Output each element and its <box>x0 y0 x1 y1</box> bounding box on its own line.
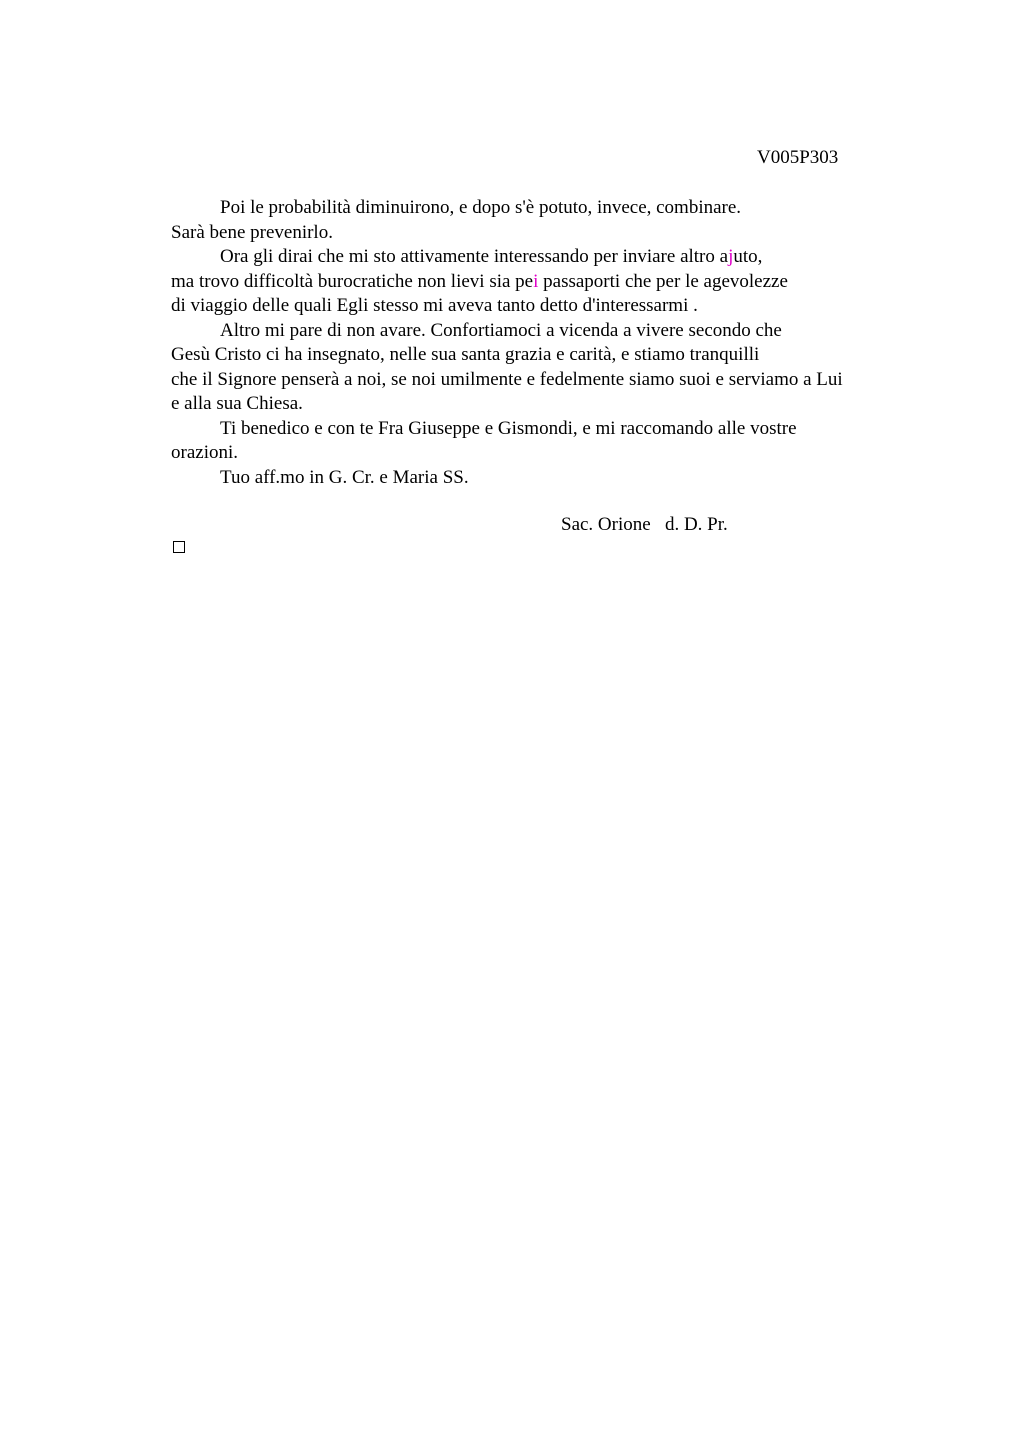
text-segment: ma trovo difficoltà burocratiche non lievi sia pe <box>171 270 534 292</box>
text-line <box>171 417 931 442</box>
text-segment: Gesù Cristo ci ha insegnato, nelle sua santa grazia e carità, e stiamo tranquilli <box>171 344 760 365</box>
text-segment: Altro mi pare di non avare. Confortiamoci a vicenda a vivere secondo che <box>220 319 782 341</box>
text-line <box>171 392 931 417</box>
letter-body <box>171 196 931 490</box>
text-line <box>171 319 931 344</box>
text-segment: Tuo aff.mo in G. Cr. e Maria SS. <box>220 466 469 488</box>
highlighted-correction: j <box>728 246 734 267</box>
text-segment: e alla sua Chiesa. <box>171 393 303 414</box>
text-line <box>171 245 931 270</box>
text-line <box>171 294 931 319</box>
page-id: V005P303 <box>757 147 839 168</box>
text-segment: Ora gli dirai che mi sto attivamente interessando per inviare altro a <box>220 246 729 267</box>
text-segment: di viaggio delle quali Egli stesso mi aveva tanto detto d'interessarmi . <box>171 295 698 316</box>
square-outline-icon <box>173 541 185 553</box>
highlighted-correction: i <box>533 270 539 292</box>
text-segment: Sarà bene prevenirlo. <box>171 221 333 243</box>
text-segment: orazioni. <box>171 442 239 463</box>
text-segment: passaporti che per le agevolezze <box>538 270 788 292</box>
text-line <box>171 368 931 393</box>
text-line <box>171 441 931 466</box>
text-line <box>171 343 931 368</box>
text-segment: Poi le probabilità diminuirono, e dopo s'è potuto, invece, combinare. <box>220 197 742 218</box>
text-line <box>171 196 931 221</box>
text-line <box>171 221 931 246</box>
signature: Sac. Orione d. D. Pr. <box>561 514 728 535</box>
text-line <box>171 466 931 491</box>
text-segment: che il Signore penserà a noi, se noi umilmente e fedelmente siamo suoi e serviamo a Lui <box>171 368 843 390</box>
text-segment: Ti benedico e con te Fra Giuseppe e Gismondi, e mi raccomando alle vostre <box>220 417 797 439</box>
text-segment: uto, <box>733 246 763 267</box>
text-line <box>171 270 931 295</box>
